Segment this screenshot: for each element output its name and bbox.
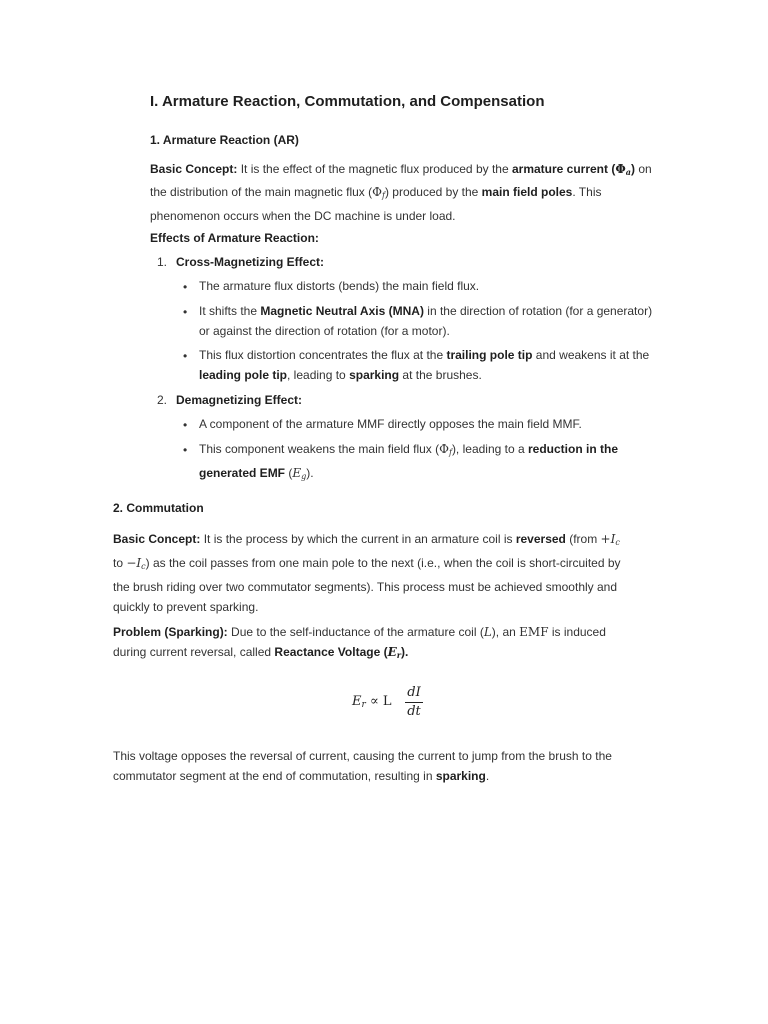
list-number: 1. bbox=[157, 255, 168, 269]
list-item: The armature flux distorts (bends) the main field flux. bbox=[199, 279, 480, 293]
demagnetizing-title: Demagnetizing Effect: bbox=[176, 393, 303, 407]
list-item: A component of the armature MMF directly opposes the main field MMF. bbox=[199, 417, 582, 431]
commutation-basic-concept: Basic Concept: It is the process by which the current in an armature coil is reversed (from $+I_c$ to $-I_c$) as the coil passes from one main pole to the next (i.e., when the coil is short-circuited by the brush riding over two commutator segments). This process must be achieved smoothly and quickly to prevent sparking. bbox=[113, 532, 621, 614]
derivative-fraction: dI dt bbox=[404, 684, 424, 721]
bullet-icon: • bbox=[183, 443, 188, 457]
page-title: I. Armature Reaction, Commutation, and Compensation bbox=[150, 93, 545, 110]
effects-heading: Effects of Armature Reaction: bbox=[150, 231, 319, 245]
bullet-icon: • bbox=[183, 349, 188, 363]
reactance-voltage-formula: $E_r \propto L$ dI dt bbox=[352, 684, 432, 724]
list-item: This flux distortion concentrates the flux at the trailing pole tip and weakens it at the leading pole tip, leading to sparking at the brushes. bbox=[199, 348, 650, 382]
concept-label: Basic Concept: bbox=[113, 532, 201, 546]
section-2-heading: 2. Commutation bbox=[113, 501, 204, 515]
section-1-heading: 1. Armature Reaction (AR) bbox=[150, 133, 299, 147]
bullet-icon: • bbox=[183, 280, 188, 294]
list-item: It shifts the Magnetic Neutral Axis (MNA) in the direction of rotation (for a generator) or against the direction of rotation (for a motor). bbox=[199, 304, 653, 338]
bullet-icon: • bbox=[183, 305, 188, 319]
list-number: 2. bbox=[157, 393, 168, 407]
problem-label: Problem (Sparking): bbox=[113, 625, 228, 639]
concept-label: Basic Concept: bbox=[150, 162, 238, 176]
cross-magnetizing-title: Cross-Magnetizing Effect: bbox=[176, 255, 325, 269]
voltage-explanation: This voltage opposes the reversal of current, causing the current to jump from the brush to the commutator segment at the end of commutation, resulting in sparking. bbox=[113, 749, 612, 783]
problem-sparking: Problem (Sparking): Due to the self-inductance of the armature coil (L), an EMF is induced during current reversal, called Reactance Voltage $(E_r)$. bbox=[113, 625, 606, 660]
list-item: This component weakens the main field flux $(\Phi_f)$, leading to a reduction in the generated EMF $(E_g)$. bbox=[199, 442, 618, 481]
ar-basic-concept: Basic Concept: It is the effect of the magnetic flux produced by the armature current $(\Phi_a)$ on the distribution of the main magnetic flux $(\Phi_f)$ produced by the main field poles. This phenomenon occurs when the DC machine is under load. bbox=[150, 162, 652, 223]
bullet-icon: • bbox=[183, 418, 188, 432]
